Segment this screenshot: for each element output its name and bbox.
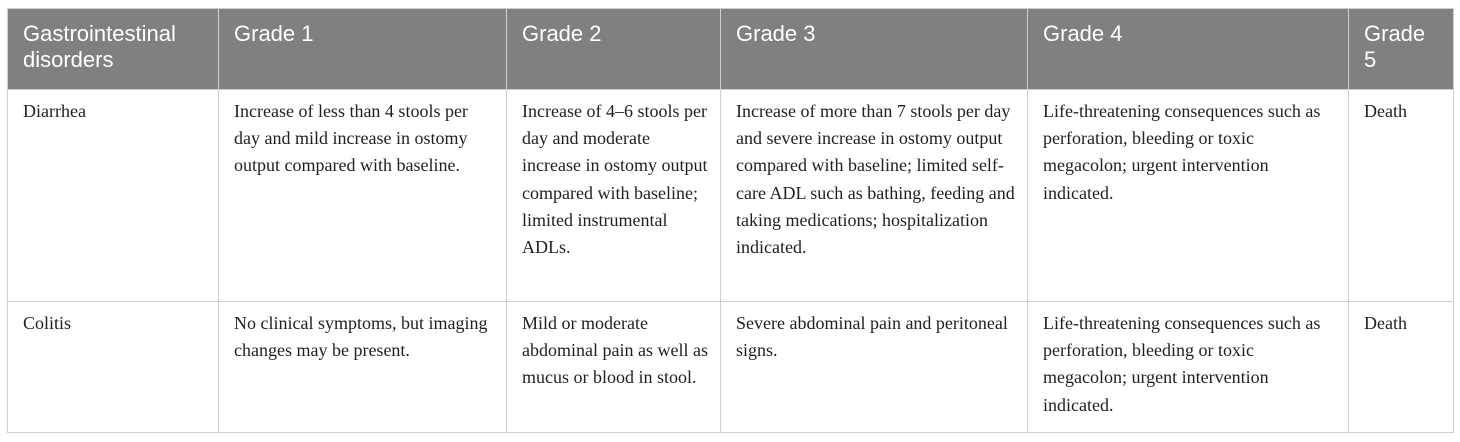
cell-diarrhea-grade-2 [507,90,721,302]
header-row [8,9,1454,90]
cell-diarrhea-grade-5: Death [1349,90,1454,302]
header-grade-1: Grade 1 [219,9,507,90]
cell-diarrhea-grade-2-line-2: compared with baseline; limited instrumental ADLs. [522,182,698,258]
header-grade-3: Grade 3 [721,9,1028,90]
header-grade-4: Grade 4 [1028,9,1349,90]
table-row-colitis [8,302,1454,433]
table-header [8,9,1454,90]
cell-colitis-grade-5: Death [1349,302,1454,433]
cell-colitis-grade-4: Life-threatening consequences such as perforation, bleeding or toxic megacolon; urgent intervention indicated. [1028,302,1349,433]
cell-diarrhea-grade-4: Life-threatening consequences such as perforation, bleeding or toxic megacolon; urgent intervention indicated. [1028,90,1349,302]
header-grade-2: Grade 2 [507,9,721,90]
table-body [8,90,1454,433]
cell-diarrhea-grade-3: Increase of more than 7 stools per day and severe increase in ostomy output compared with baseline; limited self-care ADL such as bathing, feeding and taking medications; hospitalization indicated. [721,90,1028,302]
grading-table-container [7,8,1453,433]
header-grade-5: Grade 5 [1349,9,1454,90]
cell-diarrhea-grade-2-line-1: Increase of 4–6 stools per day and moderate increase in ostomy output [522,101,708,176]
cell-diarrhea-grade-1: Increase of less than 4 stools per day and mild increase in ostomy output compared with baseline. [219,90,507,302]
cell-colitis-grade-1: No clinical symptoms, but imaging changes may be present. [219,302,507,433]
header-disorders: Gastrointestinal disorders [8,9,219,90]
cell-disorder-diarrhea: Diarrhea [8,90,219,302]
cell-colitis-grade-3: Severe abdominal pain and peritoneal signs. [721,302,1028,433]
cell-disorder-colitis: Colitis [8,302,219,433]
gastrointestinal-grading-table [7,8,1454,433]
table-row-diarrhea [8,90,1454,302]
cell-colitis-grade-2: Mild or moderate abdominal pain as well as mucus or blood in stool. [507,302,721,433]
